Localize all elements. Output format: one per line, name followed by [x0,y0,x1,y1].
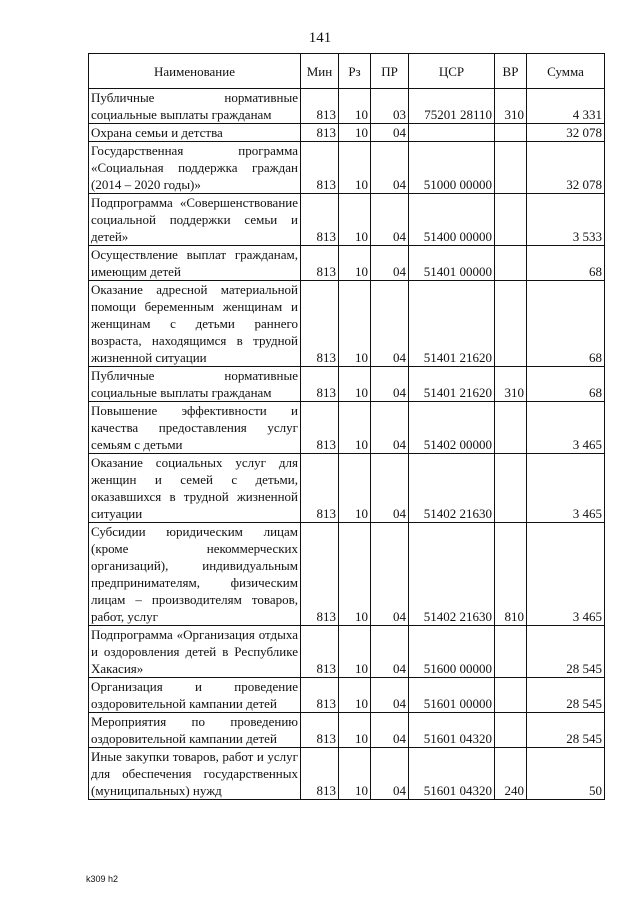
row-min-cell: 813 [301,626,339,678]
row-min-cell: 813 [301,748,339,800]
row-vr-cell [495,281,527,367]
table-row [89,626,605,678]
row-name-cell: Подпрограмма «Совершенствование социальной поддержки семьи и детей» [89,194,301,246]
row-vr-cell [495,142,527,194]
column-header-min: Мин [301,54,339,89]
row-sum-cell: 32 078 [527,142,605,194]
row-rz-cell: 10 [339,367,371,402]
row-sum-cell: 28 545 [527,626,605,678]
table-row [89,89,605,124]
row-csr-cell: 51601 04320 [409,748,495,800]
row-name-cell: Оказание социальных услуг для женщин и семей с детьми, оказавшихся в трудной жизненной ситуации [89,454,301,523]
row-min-cell: 813 [301,402,339,454]
header-row [89,54,605,89]
row-pr-cell: 04 [371,713,409,748]
row-min-cell: 813 [301,678,339,713]
table-row [89,124,605,142]
table-row [89,246,605,281]
row-rz-cell: 10 [339,454,371,523]
table-row [89,281,605,367]
row-name-cell: Повышение эффективности и качества предоставления услуг семьям с детьми [89,402,301,454]
row-vr-cell [495,454,527,523]
row-name-cell: Оказание адресной материальной помощи беременным женщинам и женщинам с детьми раннего возраста, находящимся в трудной жизненной ситуации [89,281,301,367]
row-sum-cell: 32 078 [527,124,605,142]
column-header-vr: ВР [495,54,527,89]
row-name-cell: Охрана семьи и детства [89,124,301,142]
row-rz-cell: 10 [339,194,371,246]
row-csr-cell: 51401 21620 [409,367,495,402]
row-sum-cell: 68 [527,246,605,281]
column-header-name: Наименование [89,54,301,89]
row-sum-cell: 68 [527,281,605,367]
row-name-cell: Публичные нормативные социальные выплаты гражданам [89,367,301,402]
table-row [89,454,605,523]
row-min-cell: 813 [301,246,339,281]
row-csr-cell: 51000 00000 [409,142,495,194]
row-csr-cell: 51601 04320 [409,713,495,748]
table-row [89,523,605,626]
row-csr-cell: 51401 21620 [409,281,495,367]
row-sum-cell: 3 533 [527,194,605,246]
column-header-rz: Рз [339,54,371,89]
table-row [89,748,605,800]
table-row [89,713,605,748]
row-min-cell: 813 [301,89,339,124]
row-vr-cell: 240 [495,748,527,800]
row-name-cell: Субсидии юридическим лицам (кроме некоммерческих организаций), индивидуальным предпринимателям, физическим лицам – производителям товаров, работ, услуг [89,523,301,626]
row-name-cell: Государственная программа «Социальная поддержка граждан (2014 – 2020 годы)» [89,142,301,194]
row-rz-cell: 10 [339,142,371,194]
row-name-cell: Мероприятия по проведению оздоровительной кампании детей [89,713,301,748]
table-row [89,142,605,194]
table-row [89,402,605,454]
row-rz-cell: 10 [339,713,371,748]
row-min-cell: 813 [301,124,339,142]
row-sum-cell: 50 [527,748,605,800]
row-pr-cell: 04 [371,454,409,523]
row-min-cell: 813 [301,142,339,194]
row-vr-cell [495,713,527,748]
row-pr-cell: 04 [371,246,409,281]
row-min-cell: 813 [301,523,339,626]
row-rz-cell: 10 [339,89,371,124]
row-vr-cell [495,678,527,713]
row-name-cell: Организация и проведение оздоровительной кампании детей [89,678,301,713]
row-vr-cell [495,626,527,678]
row-min-cell: 813 [301,194,339,246]
row-pr-cell: 04 [371,748,409,800]
row-pr-cell: 04 [371,402,409,454]
row-pr-cell: 04 [371,678,409,713]
row-rz-cell: 10 [339,246,371,281]
row-csr-cell: 51402 00000 [409,402,495,454]
row-min-cell: 813 [301,713,339,748]
row-pr-cell: 04 [371,194,409,246]
row-sum-cell: 4 331 [527,89,605,124]
row-name-cell: Подпрограмма «Организация отдыха и оздоровления детей в Республике Хакасия» [89,626,301,678]
row-rz-cell: 10 [339,402,371,454]
row-vr-cell [495,402,527,454]
table-body [89,89,605,800]
row-name-cell: Иные закупки товаров, работ и услуг для обеспечения государственных (муниципальных) нужд [89,748,301,800]
row-rz-cell: 10 [339,124,371,142]
row-vr-cell [495,194,527,246]
row-csr-cell: 51601 00000 [409,678,495,713]
footer-code: k309 h2 [86,874,119,884]
row-sum-cell: 3 465 [527,402,605,454]
row-rz-cell: 10 [339,281,371,367]
row-csr-cell: 51402 21630 [409,523,495,626]
row-min-cell: 813 [301,281,339,367]
row-vr-cell: 810 [495,523,527,626]
row-csr-cell: 51402 21630 [409,454,495,523]
row-csr-cell: 51600 00000 [409,626,495,678]
row-csr-cell [409,124,495,142]
row-rz-cell: 10 [339,626,371,678]
row-vr-cell [495,246,527,281]
row-pr-cell: 04 [371,281,409,367]
budget-table [88,53,605,800]
table-row [89,367,605,402]
table-row [89,678,605,713]
row-rz-cell: 10 [339,678,371,713]
row-sum-cell: 28 545 [527,713,605,748]
row-csr-cell: 51401 00000 [409,246,495,281]
row-min-cell: 813 [301,367,339,402]
row-pr-cell: 04 [371,142,409,194]
row-sum-cell: 3 465 [527,454,605,523]
row-rz-cell: 10 [339,748,371,800]
row-pr-cell: 03 [371,89,409,124]
row-pr-cell: 04 [371,626,409,678]
row-rz-cell: 10 [339,523,371,626]
row-vr-cell: 310 [495,367,527,402]
row-name-cell: Осуществление выплат гражданам, имеющим детей [89,246,301,281]
row-pr-cell: 04 [371,367,409,402]
row-sum-cell: 3 465 [527,523,605,626]
row-vr-cell [495,124,527,142]
row-min-cell: 813 [301,454,339,523]
row-vr-cell: 310 [495,89,527,124]
row-name-cell: Публичные нормативные социальные выплаты гражданам [89,89,301,124]
row-csr-cell: 75201 28110 [409,89,495,124]
column-header-pr: ПР [371,54,409,89]
table-row [89,194,605,246]
row-csr-cell: 51400 00000 [409,194,495,246]
column-header-sum: Сумма [527,54,605,89]
row-pr-cell: 04 [371,124,409,142]
row-pr-cell: 04 [371,523,409,626]
page-number: 141 [308,30,332,46]
row-sum-cell: 28 545 [527,678,605,713]
row-sum-cell: 68 [527,367,605,402]
column-header-csr: ЦСР [409,54,495,89]
